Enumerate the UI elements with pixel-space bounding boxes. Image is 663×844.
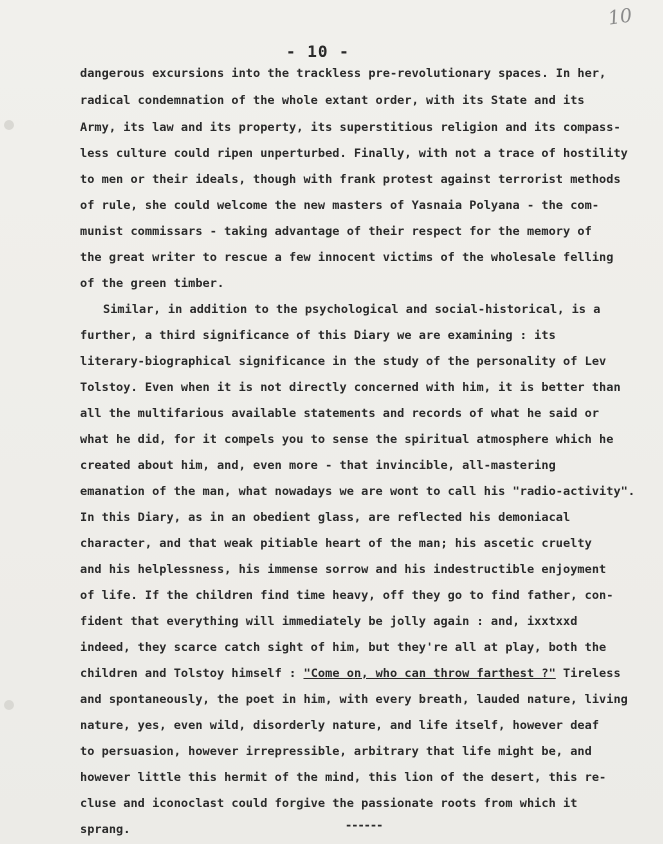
- text-line: what he did, for it compels you to sense the spiritual atmosphere which he: [80, 432, 614, 446]
- handwritten-page-number: 10: [606, 4, 634, 30]
- text-line: Similar, in addition to the psychological and social-historical, is a: [103, 302, 601, 316]
- text-line: however little this hermit of the mind, this lion of the desert, this re-: [80, 770, 607, 784]
- text-line: of life. If the children find time heavy, off they go to find father, con-: [80, 588, 614, 602]
- text-line: of rule, she could welcome the new masters of Yasnaia Polyana - the com-: [80, 198, 600, 212]
- text-line: In this Diary, as in an obedient glass, are reflected his demoniacal: [80, 510, 571, 524]
- text-line: all the multifarious available statements and records of what he said or: [80, 406, 600, 420]
- text-line: dangerous excursions into the trackless pre-revolutionary spaces. In her,: [80, 66, 607, 80]
- text-line: and his helplessness, his immense sorrow and his indestructible enjoyment: [80, 562, 607, 576]
- end-rule: ------: [345, 818, 383, 832]
- text-line: the great writer to rescue a few innocent victims of the wholesale felling: [80, 250, 614, 264]
- text-line: of the green timber.: [80, 276, 225, 290]
- text-line: character, and that weak pitiable heart of the man; his ascetic cruelty: [80, 536, 592, 550]
- text-line: literary-biographical significance in the study of the personality of Lev: [80, 354, 607, 368]
- text-line: Tolstoy. Even when it is not directly concerned with him, it is better than: [80, 380, 621, 394]
- text-line: to persuasion, however irrepressible, arbitrary that life might be, and: [80, 744, 592, 758]
- page-number: - 10 -: [286, 42, 350, 61]
- text-line: munist commissars - taking advantage of their respect for the memory of: [80, 224, 592, 238]
- text-line: and spontaneously, the poet in him, with every breath, lauded nature, living: [80, 692, 628, 706]
- underlined-quotation: "Come on, who can throw farthest ?": [303, 666, 556, 680]
- text-line: Army, its law and its property, its superstitious religion and its compass-: [80, 120, 621, 134]
- text-line: less culture could ripen unperturbed. Finally, with not a trace of hostility: [80, 146, 628, 160]
- text-line: children and Tolstoy himself : "Come on, who can throw farthest ?" Tireless: [80, 666, 621, 680]
- text-line: sprang.: [80, 822, 131, 836]
- text-line: fident that everything will immediately be jolly again : and, ixxtxxd: [80, 614, 578, 628]
- text-line: to men or their ideals, though with frank protest against terrorist methods: [80, 172, 621, 186]
- text-line: indeed, they scarce catch sight of him, but they're all at play, both the: [80, 640, 607, 654]
- text-line: emanation of the man, what nowadays we are wont to call his "radio-activity".: [80, 484, 636, 498]
- text-line: created about him, and, even more - that invincible, all-mastering: [80, 458, 556, 472]
- text-line: nature, yes, even wild, disorderly nature, and life itself, however deaf: [80, 718, 600, 732]
- text-line: radical condemnation of the whole extant order, with its State and its: [80, 93, 585, 107]
- text-line: cluse and iconoclast could forgive the passionate roots from which it: [80, 796, 578, 810]
- text-line: further, a third significance of this Diary we are examining : its: [80, 328, 556, 342]
